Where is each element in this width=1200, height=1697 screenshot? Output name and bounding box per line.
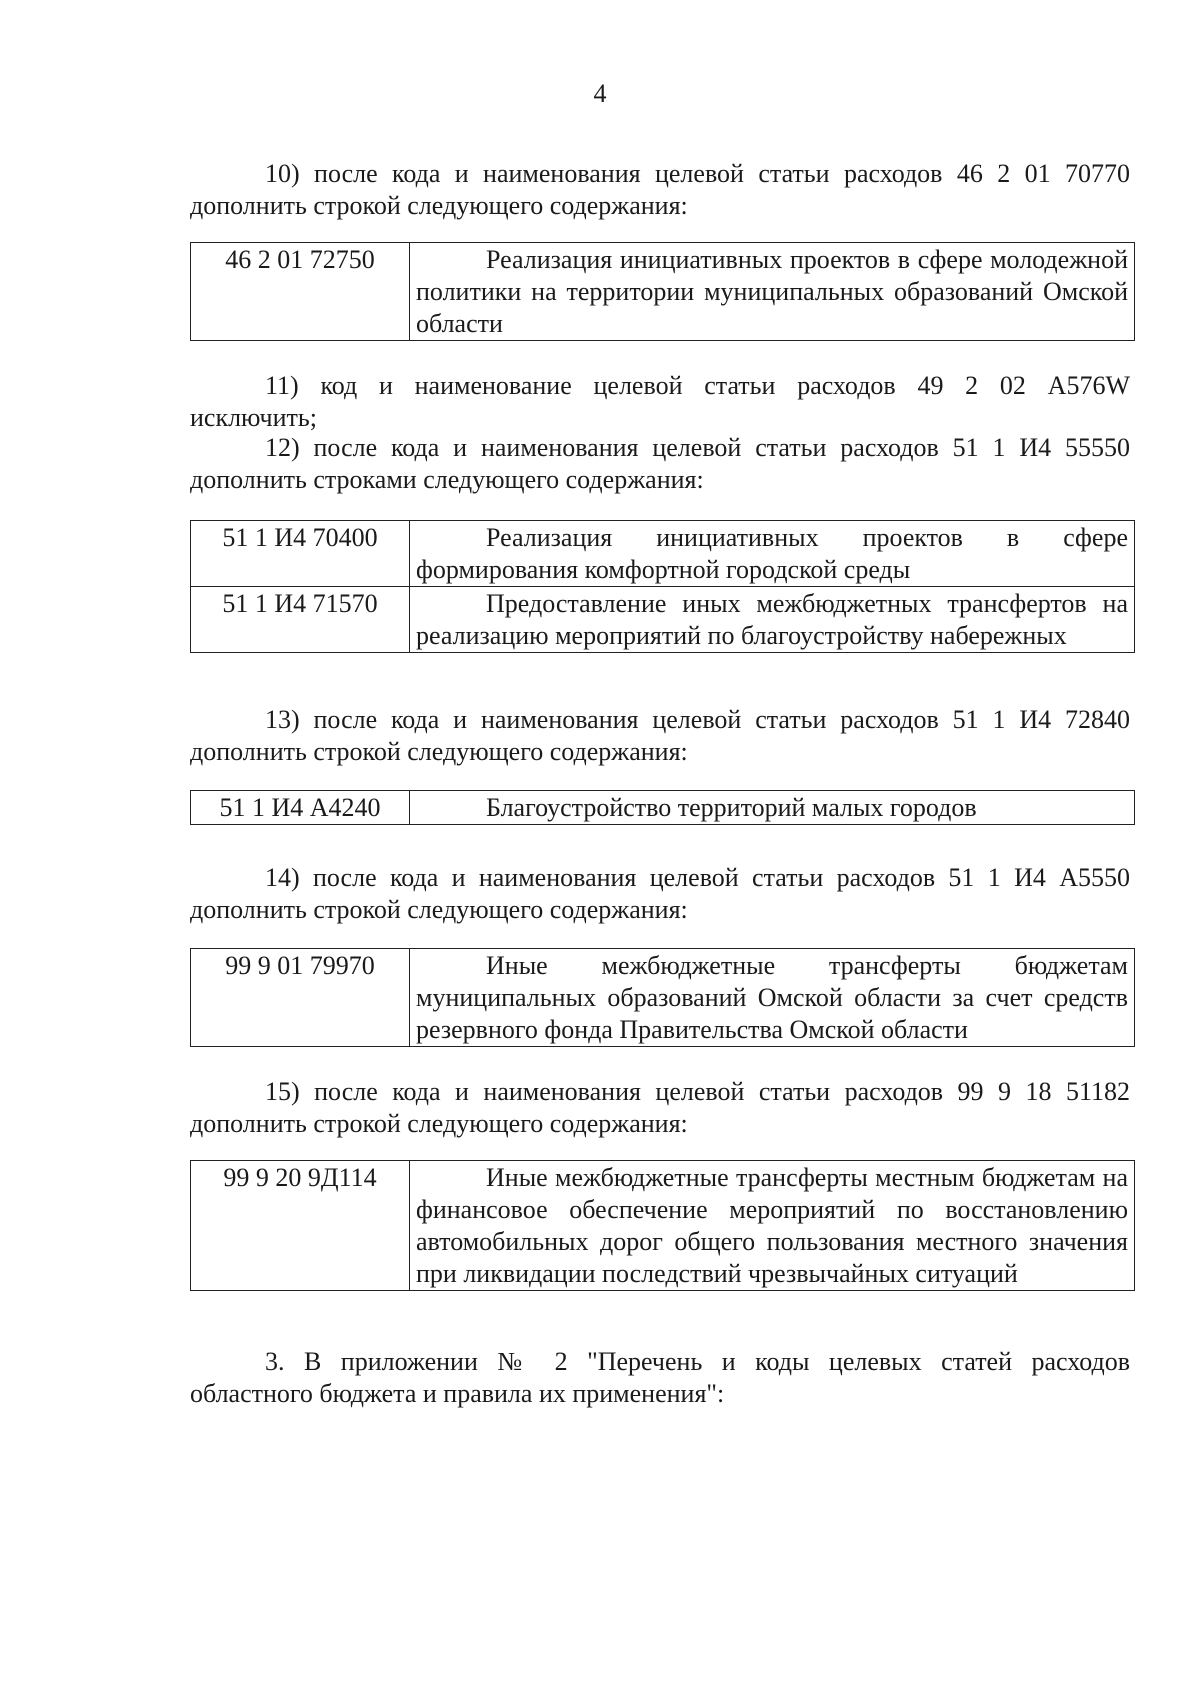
paragraph-first-line: 15) после кода и наименования целевой статьи расходов 99 9 18 51182 (265, 1077, 1130, 1106)
budget-description-cell: Реализация инициативных проектов в сфере молодежной политики на территории муниципальных образований Омской области (410, 243, 1135, 341)
table-row (191, 949, 1135, 1047)
paragraph-first-line: 11) код и наименование целевой статьи расходов 49 2 02 A576W (265, 371, 1130, 400)
table-row (191, 587, 1135, 653)
budget-code-cell: 51 1 И4 А4240 (191, 791, 410, 825)
paragraph-first-line: 13) после кода и наименования целевой статьи расходов 51 1 И4 72840 (265, 705, 1130, 734)
budget-description-cell: Благоустройство территорий малых городов (410, 791, 1135, 825)
budget-code-table-1 (190, 242, 1135, 341)
paragraph-continuation: исключить; (190, 403, 317, 432)
paragraph-first-line: 10) после кода и наименования целевой статьи расходов 46 2 01 70770 (265, 159, 1130, 188)
budget-code-cell: 51 1 И4 71570 (191, 587, 410, 653)
table-row (191, 243, 1135, 341)
page-number: 4 (593, 79, 607, 108)
paragraph-continuation: дополнить строкой следующего содержания: (190, 895, 688, 924)
budget-code-table-5 (190, 1160, 1135, 1291)
budget-code-cell: 46 2 01 72750 (191, 243, 410, 341)
paragraph-item-10 (190, 158, 1130, 222)
budget-code-cell: 99 9 01 79970 (191, 949, 410, 1047)
paragraph-continuation: дополнить строкой следующего содержания: (190, 1109, 688, 1138)
budget-description-cell: Реализация инициативных проектов в сфере формирования комфортной городской среды (410, 521, 1135, 587)
paragraph-first-line: 12) после кода и наименования целевой статьи расходов 51 1 И4 55550 (265, 433, 1130, 462)
paragraph-continuation: дополнить строкой следующего содержания: (190, 191, 688, 220)
budget-code-cell: 99 9 20 9Д114 (191, 1161, 410, 1291)
budget-description-cell: Иные межбюджетные трансферты бюджетам муниципальных образований Омской области за счет средств резервного фонда Правительства Омской области (410, 949, 1135, 1047)
paragraph-first-line: 3. В приложении № 2 "Перечень и коды целевых статей расходов (265, 1347, 1130, 1376)
paragraph-item-14 (190, 862, 1130, 926)
table-row (191, 521, 1135, 587)
paragraph-first-line: 14) после кода и наименования целевой статьи расходов 51 1 И4 А5550 (265, 863, 1130, 892)
paragraph-item-12 (190, 432, 1130, 496)
paragraph-item-15 (190, 1076, 1130, 1140)
budget-description-cell: Предоставление иных межбюджетных трансфертов на реализацию мероприятий по благоустройству набережных (410, 587, 1135, 653)
budget-code-table-2 (190, 520, 1135, 653)
paragraph-item-13 (190, 704, 1130, 768)
table-row (191, 1161, 1135, 1291)
paragraph-section-3 (190, 1346, 1130, 1410)
paragraph-continuation: дополнить строкой следующего содержания: (190, 737, 688, 766)
budget-code-table-3 (190, 790, 1135, 825)
paragraph-continuation: областного бюджета и правила их применения": (190, 1379, 725, 1408)
budget-description-cell: Иные межбюджетные трансферты местным бюджетам на финансовое обеспечение мероприятий по восстановлению автомобильных дорог общего пользования местного значения при ликвидации последствий чрезвычайных ситуаций (410, 1161, 1135, 1291)
budget-code-table-4 (190, 948, 1135, 1047)
paragraph-continuation: дополнить строками следующего содержания: (190, 465, 704, 494)
paragraph-item-11 (190, 370, 1130, 434)
budget-code-cell: 51 1 И4 70400 (191, 521, 410, 587)
table-row (191, 791, 1135, 825)
